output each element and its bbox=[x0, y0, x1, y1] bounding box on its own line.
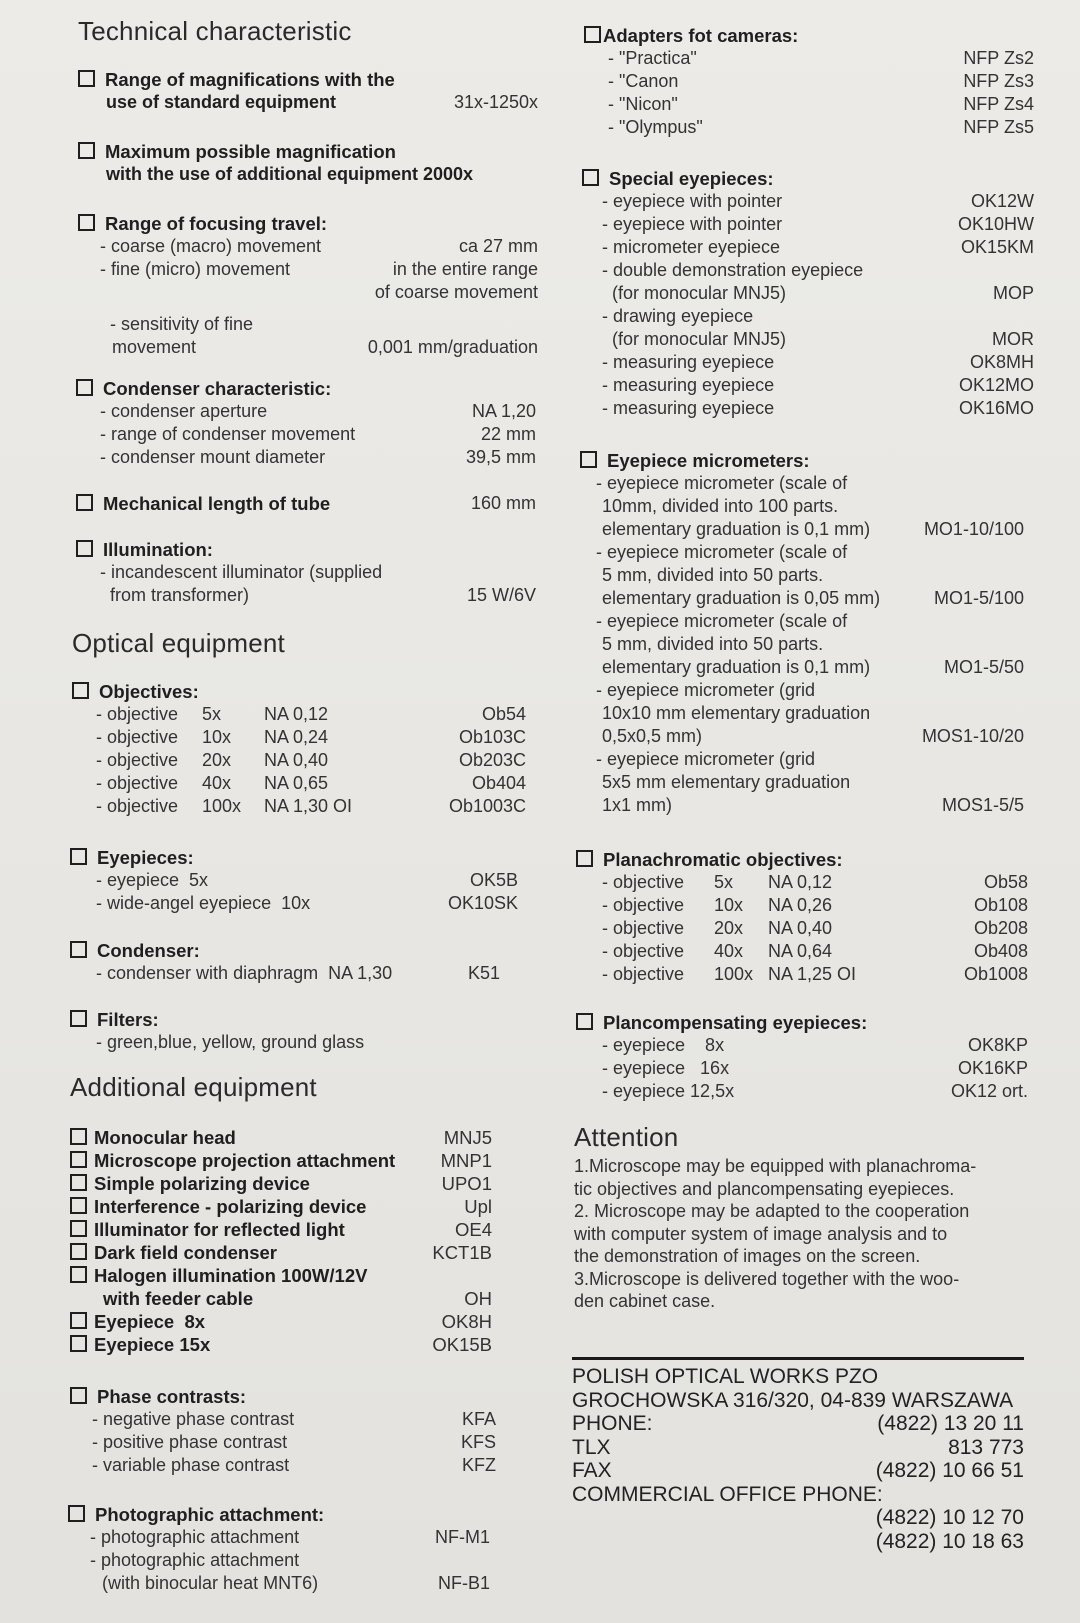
micrometer-text: 5 mm, divided into 50 parts. bbox=[602, 634, 824, 654]
checkbox-icon bbox=[576, 850, 593, 867]
additional-item bbox=[70, 1310, 530, 1333]
objective-name: - objective bbox=[96, 773, 179, 793]
additional-label: Eyepiece 15x bbox=[94, 1334, 211, 1355]
additional-label: with feeder cable bbox=[103, 1288, 254, 1309]
plan-objective-row bbox=[576, 871, 1032, 894]
tube-length: Mechanical length of tube 160 mm bbox=[76, 492, 536, 515]
objective-row bbox=[72, 772, 532, 795]
special-eyepiece-label: - measuring eyepiece bbox=[602, 398, 775, 418]
eyepieces: Eyepieces: - eyepiece 5x OK5B - wide-angel eyepiece 10x OK10SK bbox=[70, 846, 530, 915]
objective-code: Ob103C bbox=[458, 727, 526, 747]
additional-label: Microscope projection attachment bbox=[94, 1150, 396, 1171]
special-eyepiece-row bbox=[602, 351, 1034, 374]
focusing-travel: Range of focusing travel: - coarse (macro) movement ca 27 mm - fine (micro) movement in the entire range of coarse movement - sensitivity of fine movement 0,001 mm/graduation bbox=[78, 212, 538, 359]
checkbox-icon bbox=[70, 1174, 87, 1191]
micrometer-line bbox=[596, 633, 1032, 656]
special-eyepiece-label: - measuring eyepiece bbox=[602, 352, 775, 372]
objective-na: NA 0,64 bbox=[768, 941, 833, 961]
micrometer-text: 5x5 mm elementary graduation bbox=[602, 772, 851, 792]
checkbox-icon bbox=[78, 70, 95, 87]
additional-label: Interference - polarizing device bbox=[94, 1196, 367, 1217]
checkbox-icon bbox=[70, 1335, 87, 1352]
plancomp-code: OK12 ort. bbox=[950, 1081, 1028, 1101]
additional-item bbox=[70, 1149, 530, 1172]
adapter-row bbox=[608, 93, 1034, 116]
attention-title: Attention bbox=[574, 1122, 679, 1152]
objective-code: Ob58 bbox=[983, 872, 1028, 892]
objective-mag: 40x bbox=[714, 941, 744, 961]
plancomp-label: - eyepiece 16x bbox=[602, 1058, 730, 1078]
camera-adapters: Adapters fot cameras: - "Practica" NFP Zs2 - "Canon NFP Zs3 - "Nicon" NFP Zs4 - "Olympus" NFP Zs5 bbox=[584, 24, 1034, 139]
special-eyepiece-row bbox=[602, 305, 1034, 328]
additional-item bbox=[70, 1241, 530, 1264]
objective-na: NA 0,65 bbox=[264, 773, 329, 793]
divider bbox=[572, 1357, 1024, 1360]
special-eyepiece-code: OK15KM bbox=[960, 237, 1034, 257]
micrometer-text: 0,5x0,5 mm) bbox=[602, 726, 703, 746]
micrometer-line bbox=[596, 518, 1032, 541]
additional-code: MNJ5 bbox=[443, 1127, 492, 1148]
micrometer-line bbox=[596, 541, 1032, 564]
checkbox-icon bbox=[70, 1387, 87, 1404]
max-magnification: Maximum possible magnification with the use of additional equipment 2000x bbox=[78, 140, 538, 186]
additional-label: Monocular head bbox=[94, 1127, 236, 1148]
additional-item bbox=[70, 1264, 530, 1287]
additional-code: OH bbox=[464, 1288, 492, 1309]
plancomp-row bbox=[602, 1080, 1032, 1103]
optical-title: Optical equipment bbox=[72, 628, 285, 658]
special-eyepiece-row bbox=[602, 213, 1034, 236]
plancomp-code: OK16KP bbox=[957, 1058, 1028, 1078]
objectives: Objectives: - objective 5x NA 0,12 Ob54 - objective 10x NA 0,24 Ob103C - objective 20x NA 0,40 Ob203C - objective 40x NA 0,65 Ob404 - objective 100x NA 1,30 OI Ob1003C bbox=[72, 680, 532, 818]
objective-mag: 100x bbox=[714, 964, 754, 984]
objective-na: NA 0,40 bbox=[768, 918, 833, 938]
plancomp-row bbox=[602, 1034, 1032, 1057]
objective-na: NA 1,30 OI bbox=[264, 796, 353, 816]
objective-row bbox=[72, 703, 532, 726]
checkbox-icon bbox=[76, 540, 93, 557]
photographic-attachment: Photographic attachment: - photographic attachment NF-M1 - photographic attachment (with binocular heat MNT6) NF-B1 bbox=[68, 1503, 528, 1595]
special-eyepiece-row bbox=[602, 259, 1034, 282]
company-footer: POLISH OPTICAL WORKS PZO GROCHOWSKA 316/320, 04-839 WARSZAWA PHONE: (4822) 13 20 11 TLX 813 773 FAX (4822) 10 66 51 COMMERCIAL OFFICE PHONE: (4822) 10 12 70 (4822) 10 18 63 bbox=[572, 1365, 1024, 1553]
objective-code: Ob1008 bbox=[963, 964, 1028, 984]
adapter-label: - "Practica" bbox=[608, 48, 697, 68]
special-eyepiece-label: - double demonstration eyepiece bbox=[602, 260, 864, 280]
adapter-row bbox=[608, 47, 1034, 70]
checkbox-icon bbox=[576, 1013, 593, 1030]
checkbox-icon bbox=[76, 494, 93, 511]
checkbox-icon bbox=[582, 169, 599, 186]
adapter-code: NFP Zs4 bbox=[963, 94, 1034, 114]
objective-mag: 20x bbox=[202, 750, 232, 770]
checkbox-icon bbox=[580, 451, 597, 468]
checkbox-icon bbox=[72, 682, 89, 699]
special-eyepiece-label: - eyepiece with pointer bbox=[602, 191, 783, 211]
objective-na: NA 0,26 bbox=[768, 895, 833, 915]
range-magnifications: Range of magnifications with the use of standard equipment 31x-1250x bbox=[78, 68, 538, 114]
additional-label: Illuminator for reflected light bbox=[94, 1219, 345, 1240]
additional-item bbox=[70, 1218, 530, 1241]
checkbox-icon bbox=[70, 1266, 87, 1283]
special-eyepiece-row bbox=[602, 190, 1034, 213]
micrometer-line bbox=[596, 702, 1032, 725]
checkbox-icon bbox=[70, 848, 87, 865]
fax-number: (4822) 10 66 51 bbox=[875, 1459, 1024, 1482]
objective-name: - objective bbox=[96, 704, 179, 724]
special-eyepiece-code: OK8MH bbox=[969, 352, 1034, 372]
special-eyepieces: Special eyepieces: - eyepiece with pointer OK12W - eyepiece with pointer OK10HW - micrometer eyepiece OK15KM - double demonstration eyepiece (for monocular MNJ5) MOP - drawing eyepiece (for monocular MNJ5) MOR - measuring eyepiece OK8MH - measuring eyepiece OK12MO - measuring eyepiece OK16MO bbox=[582, 167, 1034, 420]
plancomp-label: - eyepiece 12,5x bbox=[602, 1081, 735, 1101]
micrometer-line bbox=[596, 794, 1032, 817]
additional-label: Dark field condenser bbox=[94, 1242, 278, 1263]
additional-code: MNP1 bbox=[440, 1150, 492, 1171]
micrometer-line bbox=[596, 610, 1032, 633]
micrometer-line bbox=[596, 495, 1032, 518]
micrometer-text: - eyepiece micrometer (grid bbox=[596, 749, 816, 769]
checkbox-icon bbox=[70, 1197, 87, 1214]
objective-row bbox=[72, 795, 532, 818]
objective-na: NA 0,24 bbox=[264, 727, 329, 747]
objective-code: Ob404 bbox=[471, 773, 526, 793]
additional-item bbox=[70, 1333, 530, 1356]
objective-mag: 20x bbox=[714, 918, 744, 938]
adapter-label: - "Olympus" bbox=[608, 117, 703, 137]
additional-item bbox=[70, 1195, 530, 1218]
micrometer-text: 10x10 mm elementary graduation bbox=[602, 703, 871, 723]
micrometer-text: elementary graduation is 0,1 mm) bbox=[602, 657, 871, 677]
micrometer-text: - eyepiece micrometer (scale of bbox=[596, 473, 848, 493]
micrometer-line bbox=[596, 564, 1032, 587]
objective-row bbox=[72, 726, 532, 749]
micrometer-code: MOS1-10/20 bbox=[921, 726, 1024, 746]
micrometer-line bbox=[596, 771, 1032, 794]
additional-label: Halogen illumination 100W/12V bbox=[94, 1265, 368, 1286]
objective-na: NA 0,40 bbox=[264, 750, 329, 770]
objective-name: - objective bbox=[602, 918, 685, 938]
objective-mag: 40x bbox=[202, 773, 232, 793]
micrometer-text: elementary graduation is 0,1 mm) bbox=[602, 519, 871, 539]
objective-name: - objective bbox=[602, 872, 685, 892]
attention-line: with computer system of image analysis and to bbox=[574, 1223, 948, 1244]
objective-code: Ob203C bbox=[458, 750, 526, 770]
objective-name: - objective bbox=[96, 727, 179, 747]
special-eyepiece-label: (for monocular MNJ5) bbox=[602, 329, 787, 349]
commercial-phone-1: (4822) 10 12 70 bbox=[875, 1506, 1024, 1529]
checkbox-icon bbox=[70, 1128, 87, 1145]
objective-name: - objective bbox=[602, 941, 685, 961]
attention-line: the demonstration of images on the screen. bbox=[574, 1246, 921, 1266]
adapter-row bbox=[608, 116, 1034, 139]
checkbox-icon bbox=[70, 1243, 87, 1260]
company-name: POLISH OPTICAL WORKS PZO bbox=[572, 1365, 879, 1388]
checkbox-icon bbox=[70, 1010, 87, 1027]
special-eyepiece-code: OK16MO bbox=[958, 398, 1034, 418]
additional-list bbox=[70, 1126, 530, 1356]
company-address: GROCHOWSKA 316/320, 04-839 WARSZAWA bbox=[572, 1388, 1014, 1412]
micrometer-line bbox=[596, 725, 1032, 748]
micrometer-text: - eyepiece micrometer (scale of bbox=[596, 611, 848, 631]
additional-code: OK8H bbox=[441, 1311, 492, 1332]
adapter-label: - "Canon bbox=[608, 71, 679, 91]
additional-code: OK15B bbox=[432, 1334, 492, 1355]
filters: Filters: - green,blue, yellow, ground glass bbox=[70, 1008, 530, 1054]
objective-name: - objective bbox=[602, 895, 685, 915]
micrometer-code: MOS1-5/5 bbox=[941, 795, 1024, 815]
special-eyepiece-label: - drawing eyepiece bbox=[602, 306, 754, 326]
plan-objective-row bbox=[576, 917, 1032, 940]
micrometer-code: MO1-5/50 bbox=[943, 657, 1024, 677]
additional-item bbox=[70, 1172, 530, 1195]
special-eyepiece-row bbox=[602, 328, 1034, 351]
special-eyepiece-label: - micrometer eyepiece bbox=[602, 237, 781, 257]
micrometer-text: - eyepiece micrometer (scale of bbox=[596, 542, 848, 562]
condenser: Condenser: - condenser with diaphragm NA 1,30 K51 bbox=[70, 939, 530, 985]
micrometer-line bbox=[596, 472, 1032, 495]
special-eyepiece-row bbox=[602, 282, 1034, 305]
attention-line: 2. Microscope may be adapted to the cooperation bbox=[574, 1201, 970, 1221]
attention-line: 1.Microscope may be equipped with planachroma- bbox=[574, 1156, 977, 1176]
objective-mag: 5x bbox=[202, 704, 222, 724]
special-eyepiece-code: OK12W bbox=[970, 191, 1034, 211]
tlx-number: 813 773 bbox=[948, 1435, 1024, 1459]
eyepiece-micrometers: Eyepiece micrometers: - eyepiece micrometer (scale of 10mm, divided into 100 parts. elementary graduation is 0,1 mm) MO1-10/100 - eyepiece micrometer (scale of 5 mm, divided into 50 parts. elementary graduation is 0,05 mm) MO1-5/100 - eyepiece micrometer (scale of 5 mm, divided into 50 parts. elementary graduation is 0,1 mm) MO1-5/50 - eyepiece micrometer (grid 10x10 mm elementary graduation 0,5x0,5 mm) MOS1-10/20 - eyepiece micrometer (grid 5x5 mm elementary graduation 1x1 mm) MOS1-5/5 bbox=[580, 449, 1032, 817]
objective-code: Ob1003C bbox=[448, 796, 526, 816]
micrometer-line bbox=[596, 748, 1032, 771]
special-eyepiece-code: OK10HW bbox=[957, 214, 1034, 234]
additional-title: Additional equipment bbox=[70, 1072, 317, 1102]
special-eyepiece-label: - measuring eyepiece bbox=[602, 375, 775, 395]
attention-line: 3.Microscope is delivered together with the woo- bbox=[574, 1268, 960, 1289]
checkbox-icon bbox=[70, 1151, 87, 1168]
attention-line: tic objectives and plancompensating eyepieces. bbox=[574, 1178, 955, 1199]
technical-title: Technical characteristic bbox=[78, 16, 352, 46]
attention-line: den cabinet case. bbox=[574, 1291, 716, 1311]
objective-code: Ob208 bbox=[973, 918, 1028, 938]
micrometer-code: MO1-5/100 bbox=[933, 588, 1024, 608]
objective-na: NA 0,12 bbox=[768, 872, 833, 892]
additional-code: Upl bbox=[464, 1196, 492, 1217]
objective-code: Ob108 bbox=[973, 895, 1028, 915]
plan-objective-row bbox=[576, 940, 1032, 963]
phase-contrasts: Phase contrasts: - negative phase contrast KFA - positive phase contrast KFS - variable phase contrast KFZ bbox=[70, 1385, 530, 1477]
special-eyepiece-code: OK12MO bbox=[958, 375, 1034, 395]
plan-objective-row bbox=[576, 894, 1032, 917]
micrometer-line bbox=[596, 679, 1032, 702]
objective-code: Ob54 bbox=[481, 704, 526, 724]
objective-mag: 5x bbox=[714, 872, 734, 892]
micrometer-text: elementary graduation is 0,05 mm) bbox=[602, 588, 881, 608]
additional-label: Eyepiece 8x bbox=[94, 1311, 206, 1332]
additional-code: KCT1B bbox=[432, 1242, 492, 1263]
phone-number: (4822) 13 20 11 bbox=[877, 1412, 1024, 1435]
objective-name: - objective bbox=[96, 796, 179, 816]
adapter-code: NFP Zs3 bbox=[963, 71, 1034, 91]
additional-code: OE4 bbox=[454, 1219, 492, 1240]
planachromatic-objectives: Planachromatic objectives: - objective 5x NA 0,12 Ob58 - objective 10x NA 0,26 Ob108 - objective 20x NA 0,40 Ob208 - objective 40x NA 0,64 Ob408 - objective 100x NA 1,25 OI Ob1008 bbox=[576, 848, 1032, 986]
plancomp-label: - eyepiece 8x bbox=[602, 1035, 725, 1055]
checkbox-icon bbox=[584, 26, 601, 43]
objective-mag: 10x bbox=[202, 727, 232, 747]
checkbox-icon bbox=[78, 142, 95, 159]
special-eyepiece-row bbox=[602, 236, 1034, 259]
micrometer-line bbox=[596, 656, 1032, 679]
attention-text bbox=[574, 1155, 1034, 1313]
adapter-row bbox=[608, 70, 1034, 93]
objective-mag: 10x bbox=[714, 895, 744, 915]
additional-item bbox=[70, 1126, 530, 1149]
micrometer-text: 10mm, divided into 100 parts. bbox=[602, 496, 839, 516]
micrometer-text: - eyepiece micrometer (grid bbox=[596, 680, 816, 700]
special-eyepiece-label: - eyepiece with pointer bbox=[602, 214, 783, 234]
adapter-code: NFP Zs2 bbox=[963, 48, 1034, 68]
adapter-label: - "Nicon" bbox=[608, 94, 678, 114]
special-eyepiece-label: (for monocular MNJ5) bbox=[602, 283, 787, 303]
special-eyepiece-code: MOP bbox=[992, 283, 1034, 303]
micrometer-code: MO1-10/100 bbox=[923, 519, 1024, 539]
objective-na: NA 1,25 OI bbox=[768, 964, 857, 984]
illumination: Illumination: - incandescent illuminator (supplied from transformer) 15 W/6V bbox=[76, 538, 536, 607]
objective-na: NA 0,12 bbox=[264, 704, 329, 724]
adapter-code: NFP Zs5 bbox=[963, 117, 1034, 137]
plan-objective-row bbox=[576, 963, 1032, 986]
plancomp-row bbox=[602, 1057, 1032, 1080]
checkbox-icon bbox=[68, 1505, 85, 1522]
condenser-characteristic: Condenser characteristic: - condenser aperture NA 1,20 - range of condenser movement 22 mm - condenser mount diameter 39,5 mm bbox=[76, 377, 536, 469]
additional-item bbox=[70, 1287, 530, 1310]
objective-row bbox=[72, 749, 532, 772]
plancomp-code: OK8KP bbox=[967, 1035, 1028, 1055]
additional-code: UPO1 bbox=[441, 1173, 492, 1194]
additional-label: Simple polarizing device bbox=[94, 1173, 310, 1194]
checkbox-icon bbox=[78, 214, 95, 231]
micrometer-text: 1x1 mm) bbox=[602, 795, 673, 815]
micrometer-text: 5 mm, divided into 50 parts. bbox=[602, 565, 824, 585]
special-eyepiece-code: MOR bbox=[992, 329, 1034, 349]
commercial-phone-2: (4822) 10 18 63 bbox=[875, 1529, 1024, 1553]
special-eyepiece-row bbox=[602, 374, 1034, 397]
objective-name: - objective bbox=[602, 964, 685, 984]
objective-code: Ob408 bbox=[973, 941, 1028, 961]
checkbox-icon bbox=[76, 379, 93, 396]
objective-mag: 100x bbox=[202, 796, 242, 816]
checkbox-icon bbox=[70, 941, 87, 958]
special-eyepiece-row bbox=[602, 397, 1034, 420]
checkbox-icon bbox=[70, 1312, 87, 1329]
objective-name: - objective bbox=[96, 750, 179, 770]
micrometer-line bbox=[596, 587, 1032, 610]
checkbox-icon bbox=[70, 1220, 87, 1237]
plancompensating-eyepieces: Plancompensating eyepieces: - eyepiece 8x OK8KP - eyepiece 16x OK16KP - eyepiece 12,5x OK12 ort. bbox=[576, 1011, 1032, 1103]
